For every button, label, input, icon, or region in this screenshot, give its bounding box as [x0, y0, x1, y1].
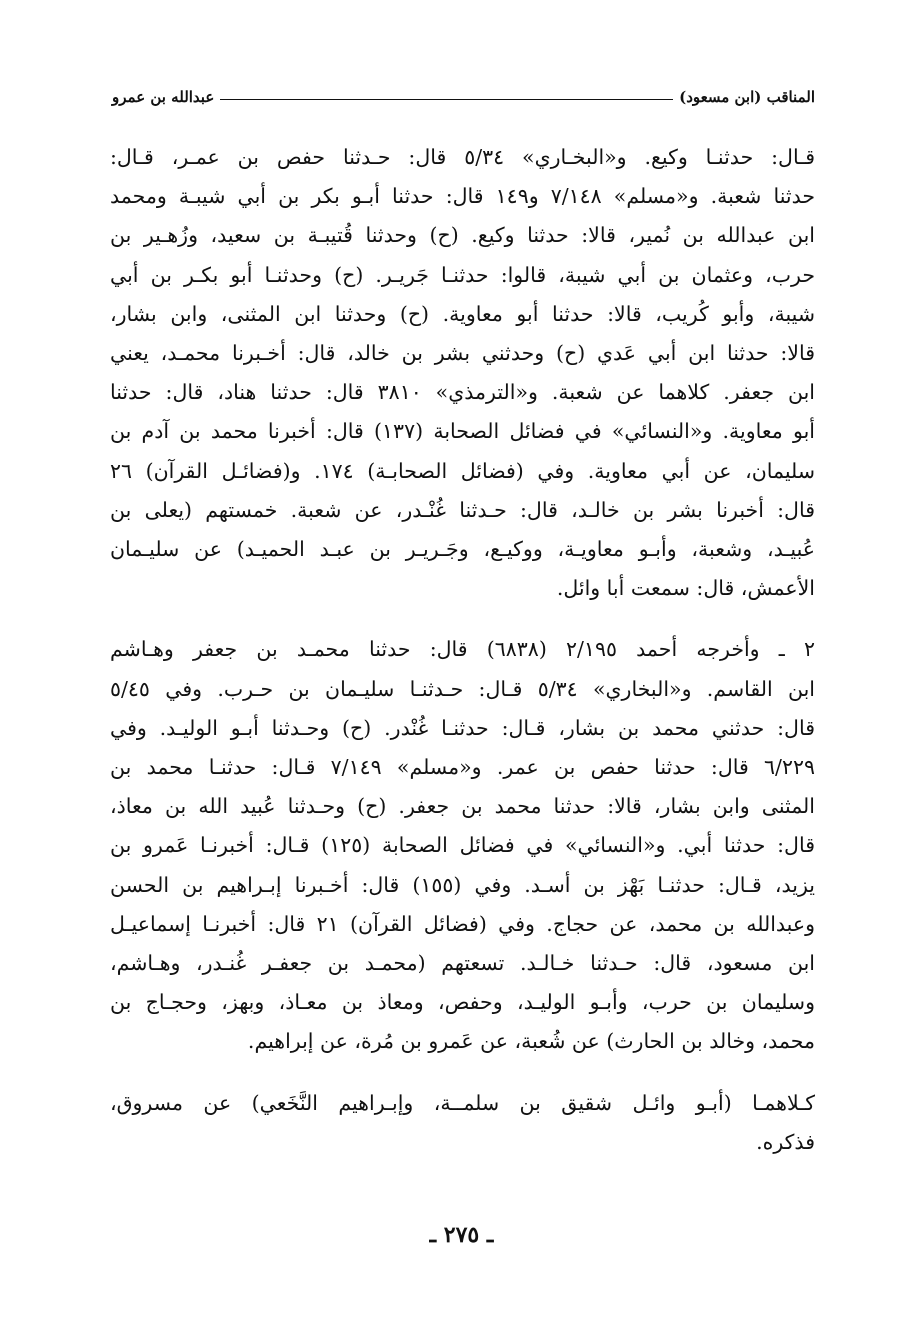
text-line: كـلاهمـا (أبـو وائـل شقيق بن سلمــة، وإبـراهيم النَّخَعي) عن مسروق، — [110, 1090, 815, 1115]
text-line: قال: حدثني محمد بن بشار، قـال: حدثنـا غُنْدر. (ح) وحـدثنا أبـو الوليـد. وفي — [110, 715, 815, 740]
paragraph-3 — [110, 1084, 815, 1162]
text-line: ابن القاسم. و«البخاري» ٥/٣٤ قـال: حـدثنـا سليـمان بن حـرب. وفي ٥/٤٥ — [110, 676, 815, 701]
text-line: شيبة، وأبو كُريب، قالا: حدثنا أبو معاوية. (ح) وحدثنا ابن المثنى، وابن بشار، — [110, 301, 815, 326]
text-line: عُبيـد، وشعبة، وأبـو معاويـة، ووكيـع، وجَـريـر بن عبـد الحميـد) عن سليـمان — [110, 537, 815, 562]
text-line: قالا: حدثنا ابن أبي عَدي (ح) وحدثني بشر بن خالد، قال: أخـبرنا محمـد، يعني — [110, 341, 815, 366]
text-line: ٦/٢٢٩ قال: حدثنا حفص بن عمر. و«مسلم» ٧/١٤٩ قـال: حدثنـا محمد بن — [110, 755, 815, 780]
text-line: سليمان، عن أبي معاوية. وفي (فضائل الصحابـة) ١٧٤. و(فضائـل القرآن) ٢٦ — [110, 458, 815, 483]
text-line: قال: حدثنا أبي. و«النسائي» في فضائل الصحابة (١٢٥) قـال: أخبرنـا عَمرو بن — [110, 833, 816, 858]
running-header — [112, 84, 815, 110]
paragraph-2 — [110, 630, 815, 1061]
text-line: فذكره. — [756, 1129, 815, 1154]
text-line: أبو معاوية. و«النسائي» في فضائل الصحابة (١٣٧) قال: أخبرنا محمد بن آدم بن — [110, 419, 815, 444]
text-line: قـال: حدثنـا وكيع. و«البخـاري» ٥/٣٤ قال: حـدثنا حفص بن عمـر، قـال: — [110, 145, 815, 169]
text-line: يزيد، قـال: حدثنـا بَهْز بن أسـد. وفي (١٥٥) قال: أخـبرنا إبـراهيم بن الحسن — [110, 872, 816, 897]
header-rule — [220, 99, 673, 100]
text-line: حدثنا شعبة. و«مسلم» ٧/١٤٨ و١٤٩ قال: حدثنا أبـو بكر بن أبي شيبـة ومحمد — [110, 184, 816, 209]
text-line: محمد، وخالد بن الحارث) عن شُعبة، عن عَمرو بن مُرة، عن إبراهيم. — [247, 1029, 815, 1054]
text-line: قال: أخبرنا بشر بن خالـد، قال: حـدثنا غُنْـدر، عن شعبة. خمستهم (يعلى بن — [110, 497, 815, 522]
header-title-left: عبدالله بن عمرو — [112, 88, 215, 106]
text-line: حرب، وعثمان بن أبي شيبة، قالوا: حدثنـا جَريـر. (ح) وحدثنـا أبو بكـر بن أبي — [110, 262, 815, 287]
header-title-right: المناقب (ابن مسعود) — [679, 88, 815, 106]
text-line: ابن عبدالله بن نُمير، قالا: حدثنا وكيع. (ح) وحدثنا قُتيبـة بن سعيد، وزُهـير بن — [110, 223, 815, 248]
text-line: المثنى وابن بشار، قالا: حدثنا محمد بن جعفر. (ح) وحـدثنا عُبيد الله بن معاذ، — [110, 794, 815, 819]
text-line: ابن جعفر. كلاهما عن شعبة. و«الترمذي» ٣٨١٠ قال: حدثنا هناد، قال: حدثنا — [110, 380, 815, 405]
page-number: ـ ٢٧٥ ـ — [429, 1222, 494, 1248]
text-line: وسليمان بن حرب، وأبـو الوليـد، وحفص، ومعاذ بن معـاذ، وبهز، وحجـاج بن — [110, 990, 815, 1015]
text-line: ابن مسعود، قال: حـدثنا خـالـد. تسعتهم (محمـد بن جعفـر غُنـدر، وهـاشم، — [110, 951, 815, 976]
main-text — [110, 138, 815, 1162]
text-line: ٢ ـ وأخرجه أحمد ٢/١٩٥ (٦٨٣٨) قال: حدثنا محمـد بن جعفر وهـاشم — [110, 637, 815, 662]
text-line: وعبدالله بن محمد، عن حجاج. وفي (فضائل القرآن) ٢١ قال: أخبرنـا إسماعيـل — [110, 911, 815, 936]
paragraph-1 — [110, 138, 815, 608]
text-line: الأعمش، قال: سمعت أبا وائل. — [556, 576, 815, 601]
